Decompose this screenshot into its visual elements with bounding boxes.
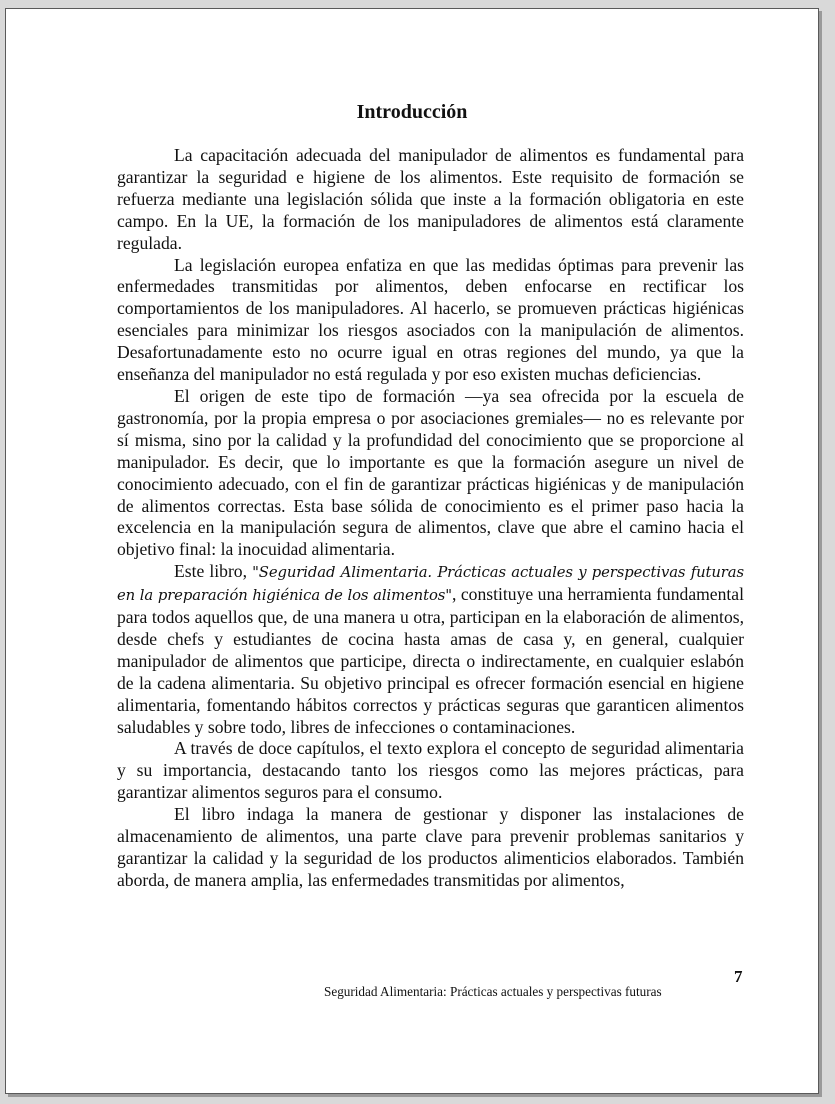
paragraph-1: La capacitación adecuada del manipulador de alimentos es fundamental para garantizar la seguridad e higiene de los alimentos. Este requisito de formación se refuerza mediante una legislación sólida que inste a la formación obligatoria en este campo. En la UE, la formación de los manipuladores de alimentos está claramente regulada. xyxy=(117,145,744,253)
page-number: 7 xyxy=(734,967,743,986)
body-text xyxy=(117,145,744,892)
paragraph-4-lead: Este libro, xyxy=(174,561,253,582)
chapter-title: Introducción xyxy=(356,101,468,123)
paragraph-3: El origen de este tipo de formación —ya sea ofrecida por la escuela de gastronomía, por la propia empresa o por asociaciones gremiales— no es relevante por sí misma, sino por la calidad y la profundidad del conocimiento que se proporcione al manipulador. Es decir, que lo importante es que la formación asegure un nivel de conocimiento adecuado, con el fin de garantizar prácticas higiénicas y de manipulación de alimentos correctas. Esta base sólida de conocimiento es el primer paso hacia la excelencia en la manipulación segura de alimentos, clave que abre el camino hacia el objetivo final: la inocuidad alimentaria. xyxy=(117,385,744,560)
paragraph-2: La legislación europea enfatiza en que las medidas óptimas para prevenir las enfermedades transmitidas por alimentos, deben enfocarse en rectificar los comportamientos de los manipuladores. Al hacerlo, se promueven prácticas higiénicas esenciales para minimizar los riesgos asociados con la manipulación de alimentos. Desafortunadamente esto no ocurre igual en otras regiones del mundo, ya que la enseñanza del manipulador no está regulada y por eso existen muchas deficiencias. xyxy=(117,254,744,385)
running-footer: Seguridad Alimentaria: Prácticas actuales y perspectivas futuras xyxy=(324,984,662,999)
paragraph-4-rest: , constituye una herramienta fundamental para todos aquellos que, de una manera u otra, participan en la elaboración de alimentos, desde chefs y estudiantes de cocina hasta amas de casa y, en general, cualquier manipulador de alimentos que participe, directa o indirectamente, en cualquier eslabón de la cadena alimentaria. Su objetivo principal es ofrecer formación esencial en higiene alimentaria, fomentando hábitos correctos y prácticas seguras que garanticen alimentos saludables y sobre todo, libres de infecciones o contaminaciones. xyxy=(117,584,745,737)
book-title-citation: "Seguridad Alimentaria. Prácticas actuales y perspectivas futuras en la preparación higiénica de los alimentos" xyxy=(117,564,744,605)
document-page xyxy=(5,8,819,1094)
paragraph-5: A través de doce capítulos, el texto explora el concepto de seguridad alimentaria y su importancia, destacando tanto los riesgos como las mejores prácticas, para garantizar alimentos seguros para el consumo. xyxy=(117,738,744,803)
paragraph-4 xyxy=(117,561,744,738)
paragraph-6: El libro indaga la manera de gestionar y disponer las instalaciones de almacenamiento de alimentos, una parte clave para prevenir problemas sanitarios y garantizar la calidad y la seguridad de los productos alimenticios elaborados. También aborda, de manera amplia, las enfermedades transmitidas por alimentos, xyxy=(117,804,744,890)
